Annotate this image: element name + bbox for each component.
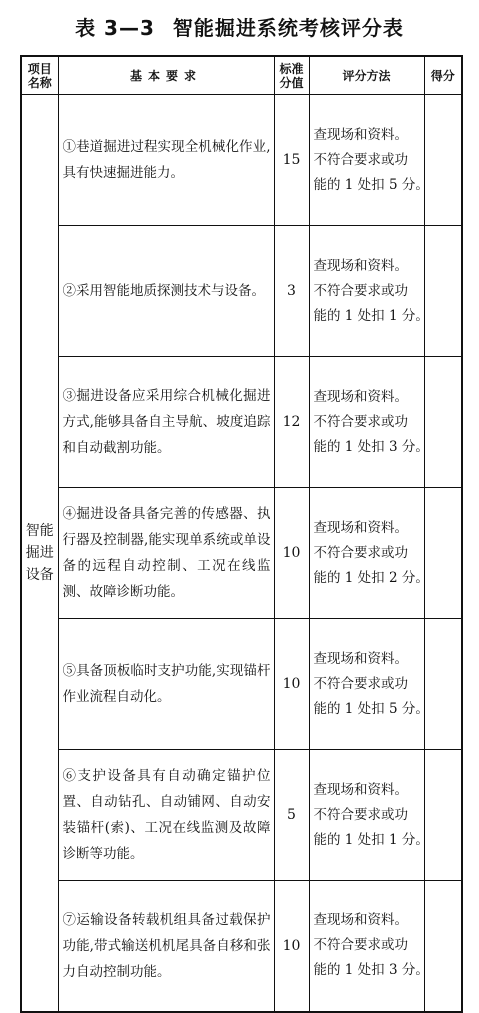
header-score-obtained: 得分	[424, 56, 462, 95]
standard-score-cell: 12	[274, 357, 309, 488]
table-row	[21, 226, 462, 357]
header-standard-score: 标准 分值	[274, 56, 309, 95]
requirement-cell: ②采用智能地质探测技术与设备。	[58, 226, 274, 357]
score-obtained-cell[interactable]	[424, 357, 462, 488]
requirement-cell: ③掘进设备应采用综合机械化掘进方式,能够具备自主导航、坡度追踪和自动截割功能。	[58, 357, 274, 488]
requirement-cell: ④掘进设备具备完善的传感器、执行器及控制器,能实现单系统或单设备的远程自动控制、工况在线监测、故障诊断功能。	[58, 488, 274, 619]
score-obtained-cell[interactable]	[424, 619, 462, 750]
score-obtained-cell[interactable]	[424, 750, 462, 881]
item-name-cell: 智能 掘进 设备	[21, 95, 58, 1012]
table-row	[21, 95, 462, 226]
scoring-method-cell: 查现场和资料。 不符合要求或功 能的 1 处扣 3 分。	[309, 357, 424, 488]
scoring-table	[20, 55, 463, 1013]
table-title: 智能掘进系统考核评分表	[172, 16, 404, 40]
score-obtained-cell[interactable]	[424, 95, 462, 226]
standard-score-cell: 10	[274, 488, 309, 619]
table-caption	[0, 12, 479, 41]
table-row	[21, 357, 462, 488]
table-row	[21, 881, 462, 1012]
score-obtained-cell[interactable]	[424, 226, 462, 357]
requirement-cell: ⑤具备顶板临时支护功能,实现锚杆作业流程自动化。	[58, 619, 274, 750]
standard-score-cell: 5	[274, 750, 309, 881]
scoring-method-cell: 查现场和资料。 不符合要求或功 能的 1 处扣 5 分。	[309, 619, 424, 750]
standard-score-cell: 3	[274, 226, 309, 357]
requirement-cell: ⑦运输设备转载机组具备过载保护功能,带式输送机机尾具备自移和张力自动控制功能。	[58, 881, 274, 1012]
scoring-method-cell: 查现场和资料。 不符合要求或功 能的 1 处扣 1 分。	[309, 750, 424, 881]
requirement-cell: ①巷道掘进过程实现全机械化作业,具有快速掘进能力。	[58, 95, 274, 226]
standard-score-cell: 10	[274, 881, 309, 1012]
scoring-method-cell: 查现场和资料。 不符合要求或功 能的 1 处扣 3 分。	[309, 881, 424, 1012]
scoring-method-cell: 查现场和资料。 不符合要求或功 能的 1 处扣 2 分。	[309, 488, 424, 619]
standard-score-cell: 10	[274, 619, 309, 750]
header-row	[21, 56, 462, 95]
table-row	[21, 750, 462, 881]
standard-score-cell: 15	[274, 95, 309, 226]
header-item-name: 项目 名称	[21, 56, 58, 95]
header-scoring-method: 评分方法	[309, 56, 424, 95]
score-obtained-cell[interactable]	[424, 488, 462, 619]
scoring-method-cell: 查现场和资料。 不符合要求或功 能的 1 处扣 5 分。	[309, 95, 424, 226]
scoring-method-cell: 查现场和资料。 不符合要求或功 能的 1 处扣 1 分。	[309, 226, 424, 357]
score-obtained-cell[interactable]	[424, 881, 462, 1012]
header-basic-requirements: 基本要求	[58, 56, 274, 95]
table-row	[21, 619, 462, 750]
table-row	[21, 488, 462, 619]
requirement-cell: ⑥支护设备具有自动确定锚护位置、自动钻孔、自动铺网、自动安装锚杆(索)、工况在线监测及故障诊断等功能。	[58, 750, 274, 881]
table-number: 表 3—3	[75, 16, 155, 40]
